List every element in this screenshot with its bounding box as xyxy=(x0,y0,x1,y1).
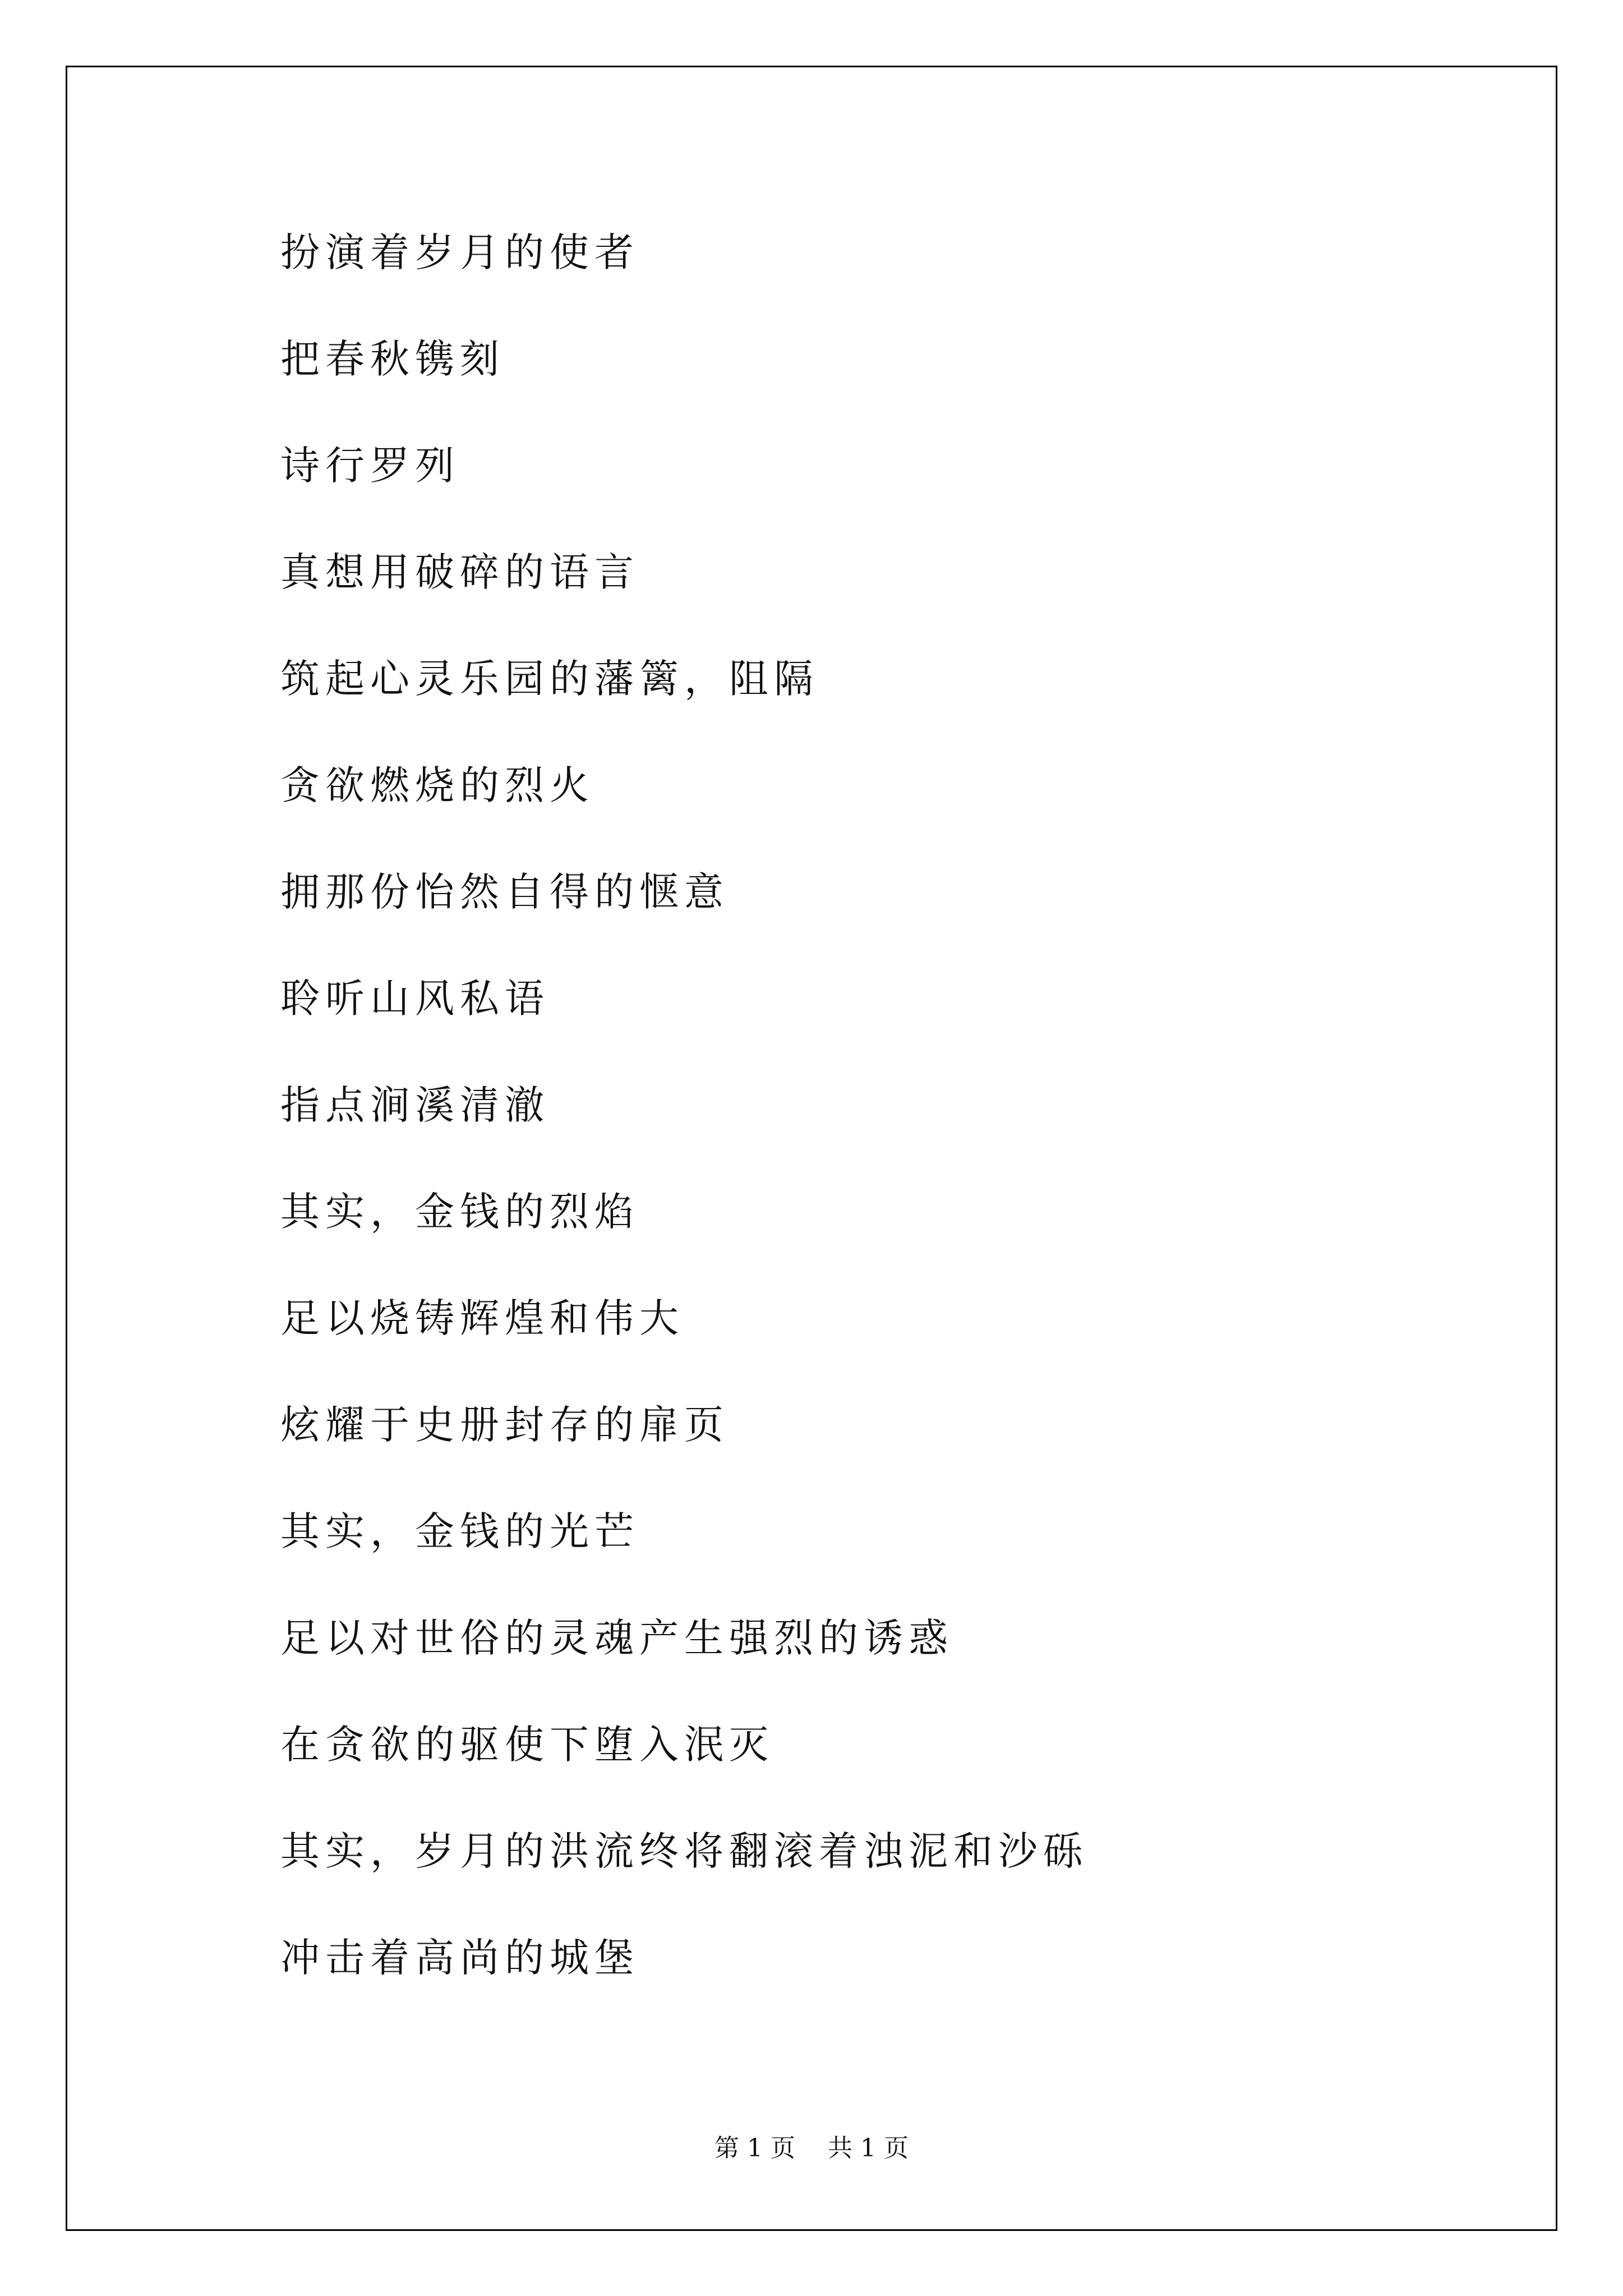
poem-line: 其实，岁月的洪流终将翻滚着浊泥和沙砾 xyxy=(280,1828,1088,1874)
poem-line: 炫耀于史册封存的扉页 xyxy=(280,1402,729,1448)
poem-line: 其实，金钱的光芒 xyxy=(280,1508,639,1554)
poem-line: 在贪欲的驱使下堕入泯灭 xyxy=(280,1722,774,1768)
poem-line: 真想用破碎的语言 xyxy=(280,549,639,595)
poem-line: 贪欲燃烧的烈火 xyxy=(280,762,594,808)
poem-line: 筑起心灵乐园的藩篱，阻隔 xyxy=(280,656,819,702)
page-number-footer: 第 1 页 共 1 页 xyxy=(714,2134,909,2162)
poem-line: 把春秋镌刻 xyxy=(280,336,505,382)
poem-line: 足以烧铸辉煌和伟大 xyxy=(280,1295,684,1341)
poem-line: 诗行罗列 xyxy=(280,443,460,489)
poem-line: 其实，金钱的烈焰 xyxy=(280,1189,639,1235)
poem-line: 扮演着岁月的使者 xyxy=(280,229,639,275)
poem-line: 冲击着高尚的城堡 xyxy=(280,1935,639,1981)
poem-line: 聆听山风私语 xyxy=(280,976,550,1022)
poem-line: 拥那份怡然自得的惬意 xyxy=(280,869,729,915)
poem-line: 指点涧溪清澈 xyxy=(280,1082,550,1128)
poem-line: 足以对世俗的灵魂产生强烈的诱惑 xyxy=(280,1615,953,1661)
poem-text xyxy=(280,219,1088,2031)
